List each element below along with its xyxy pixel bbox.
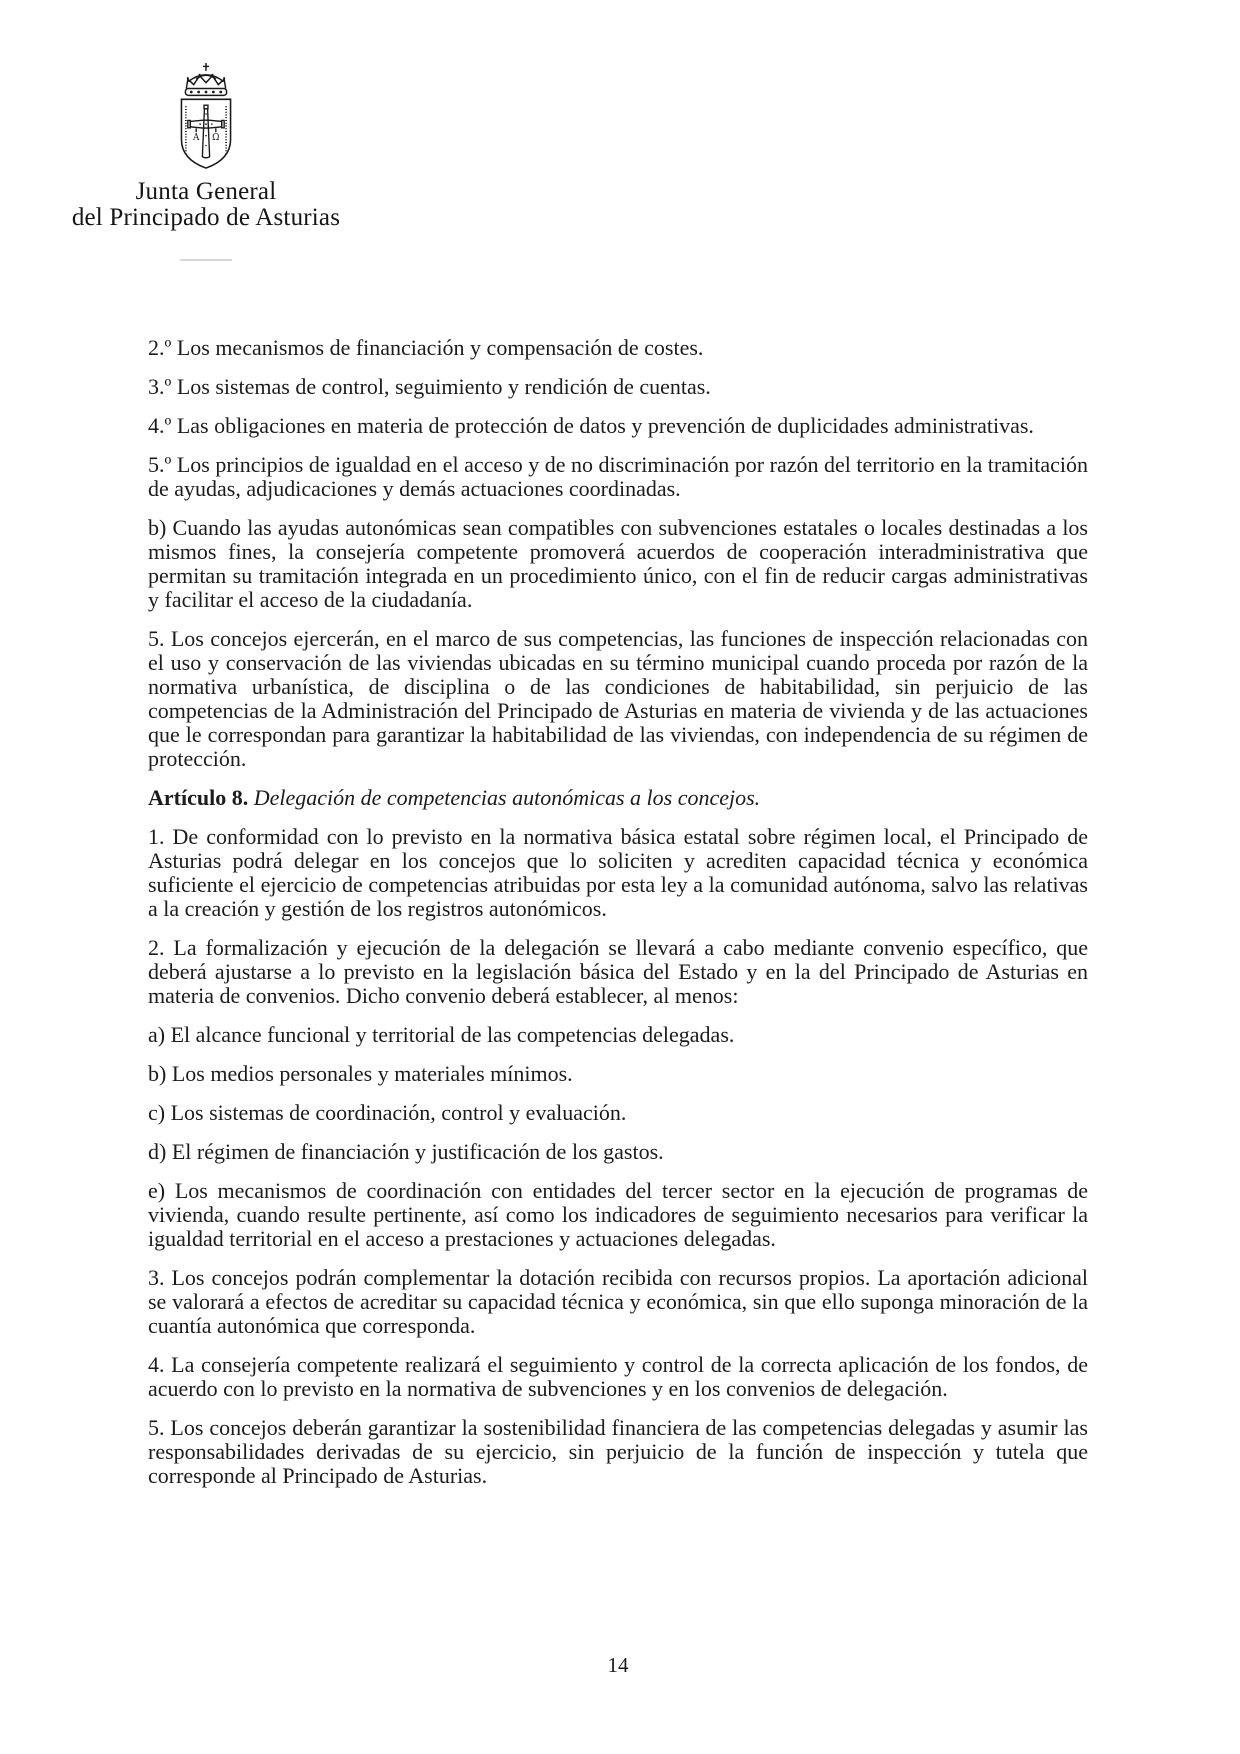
paragraph-4: 5.º Los principios de igualdad en el acceso y de no discriminación por razón del territorio en la tramitación de ayudas, adjudicaciones y demás actuaciones coordinadas. [148, 452, 1088, 501]
paragraph-14: e) Los mecanismos de coordinación con entidades del tercer sector en la ejecución de programas de vivienda, cuando resulte pertinente, así como los indicadores de seguimiento necesarios para verificar la igualdad territorial en el acceso a prestaciones y actuaciones delegadas. [148, 1178, 1088, 1251]
org-name-line2: del Principado de Asturias [71, 204, 341, 231]
paragraph-3: 4.º Las obligaciones en materia de protección de datos y prevención de duplicidades administrativas. [148, 413, 1034, 438]
paragraph-10: a) El alcance funcional y territorial de las competencias delegadas. [148, 1022, 735, 1047]
paragraph-2: 3.º Los sistemas de control, seguimiento y rendición de cuentas. [148, 374, 711, 399]
paragraph-15: 3. Los concejos podrán complementar la dotación recibida con recursos propios. La aportación adicional se valorará a efectos de acreditar su capacidad técnica y económica, sin que ello suponga minoración de la cuantía autonómica que corresponda. [148, 1265, 1088, 1338]
paragraph-12: c) Los sistemas de coordinación, control y evaluación. [148, 1100, 627, 1125]
document-body [148, 336, 1088, 1503]
article-heading-title: Delegación de competencias autonómicas a los concejos. [253, 785, 761, 810]
article-heading [148, 786, 1088, 810]
header-divider [180, 259, 232, 261]
paragraph-5: b) Cuando las ayudas autonómicas sean compatibles con subvenciones estatales o locales destinadas a los mismos fines, la consejería competente promoverá acuerdos de cooperación interadministrativa que permitan su tramitación integrada en un procedimiento único, con el fin de reducir cargas administrativas y facilitar el acceso de la ciudadanía. [148, 515, 1088, 612]
asturias-coat-of-arms-icon [173, 62, 239, 172]
paragraph-1: 2.º Los mecanismos de financiación y compensación de costes. [148, 335, 704, 360]
org-name-line1: Junta General [135, 178, 277, 205]
article-heading-label: Artículo 8. [148, 785, 254, 810]
paragraph-11: b) Los medios personales y materiales mínimos. [148, 1061, 573, 1086]
document-header [60, 62, 352, 261]
paragraph-8: 1. De conformidad con lo previsto en la normativa básica estatal sobre régimen local, el Principado de Asturias podrá delegar en los concejos que lo soliciten y acrediten capacidad técnica y económica suficiente el ejercicio de competencias atribuidas por esta ley a la comunidad autónoma, salvo las relativas a la creación y gestión de los registros autonómicos. [148, 824, 1088, 921]
svg-text:Ω: Ω [212, 133, 220, 144]
svg-text:Α: Α [192, 133, 200, 144]
paragraph-16: 4. La consejería competente realizará el seguimiento y control de la correcta aplicación de los fondos, de acuerdo con lo previsto en la normativa de subvenciones y en los convenios de delegación. [148, 1352, 1088, 1401]
page-number: 14 [607, 1653, 629, 1677]
page-footer [148, 1653, 1088, 1677]
paragraph-13: d) El régimen de financiación y justificación de los gastos. [148, 1139, 664, 1164]
paragraph-9: 2. La formalización y ejecución de la delegación se llevará a cabo mediante convenio específico, que deberá ajustarse a lo previsto en la legislación básica del Estado y en la del Principado de Asturias en materia de convenios. Dicho convenio deberá establecer, al menos: [148, 935, 1088, 1008]
paragraph-6: 5. Los concejos ejercerán, en el marco de sus competencias, las funciones de inspección relacionadas con el uso y conservación de las viviendas ubicadas en su término municipal cuando proceda por razón de la normativa urbanística, de disciplina o de las condiciones de habitabilidad, sin perjuicio de las competencias de la Administración del Principado de Asturias en materia de vivienda y de las actuaciones que le correspondan para garantizar la habitabilidad de las viviendas, con independencia de su régimen de protección. [148, 626, 1088, 771]
paragraph-17: 5. Los concejos deberán garantizar la sostenibilidad financiera de las competencias delegadas y asumir las responsabilidades derivadas de su ejercicio, sin perjuicio de la función de inspección y tutela que corresponde al Principado de Asturias. [148, 1415, 1088, 1488]
